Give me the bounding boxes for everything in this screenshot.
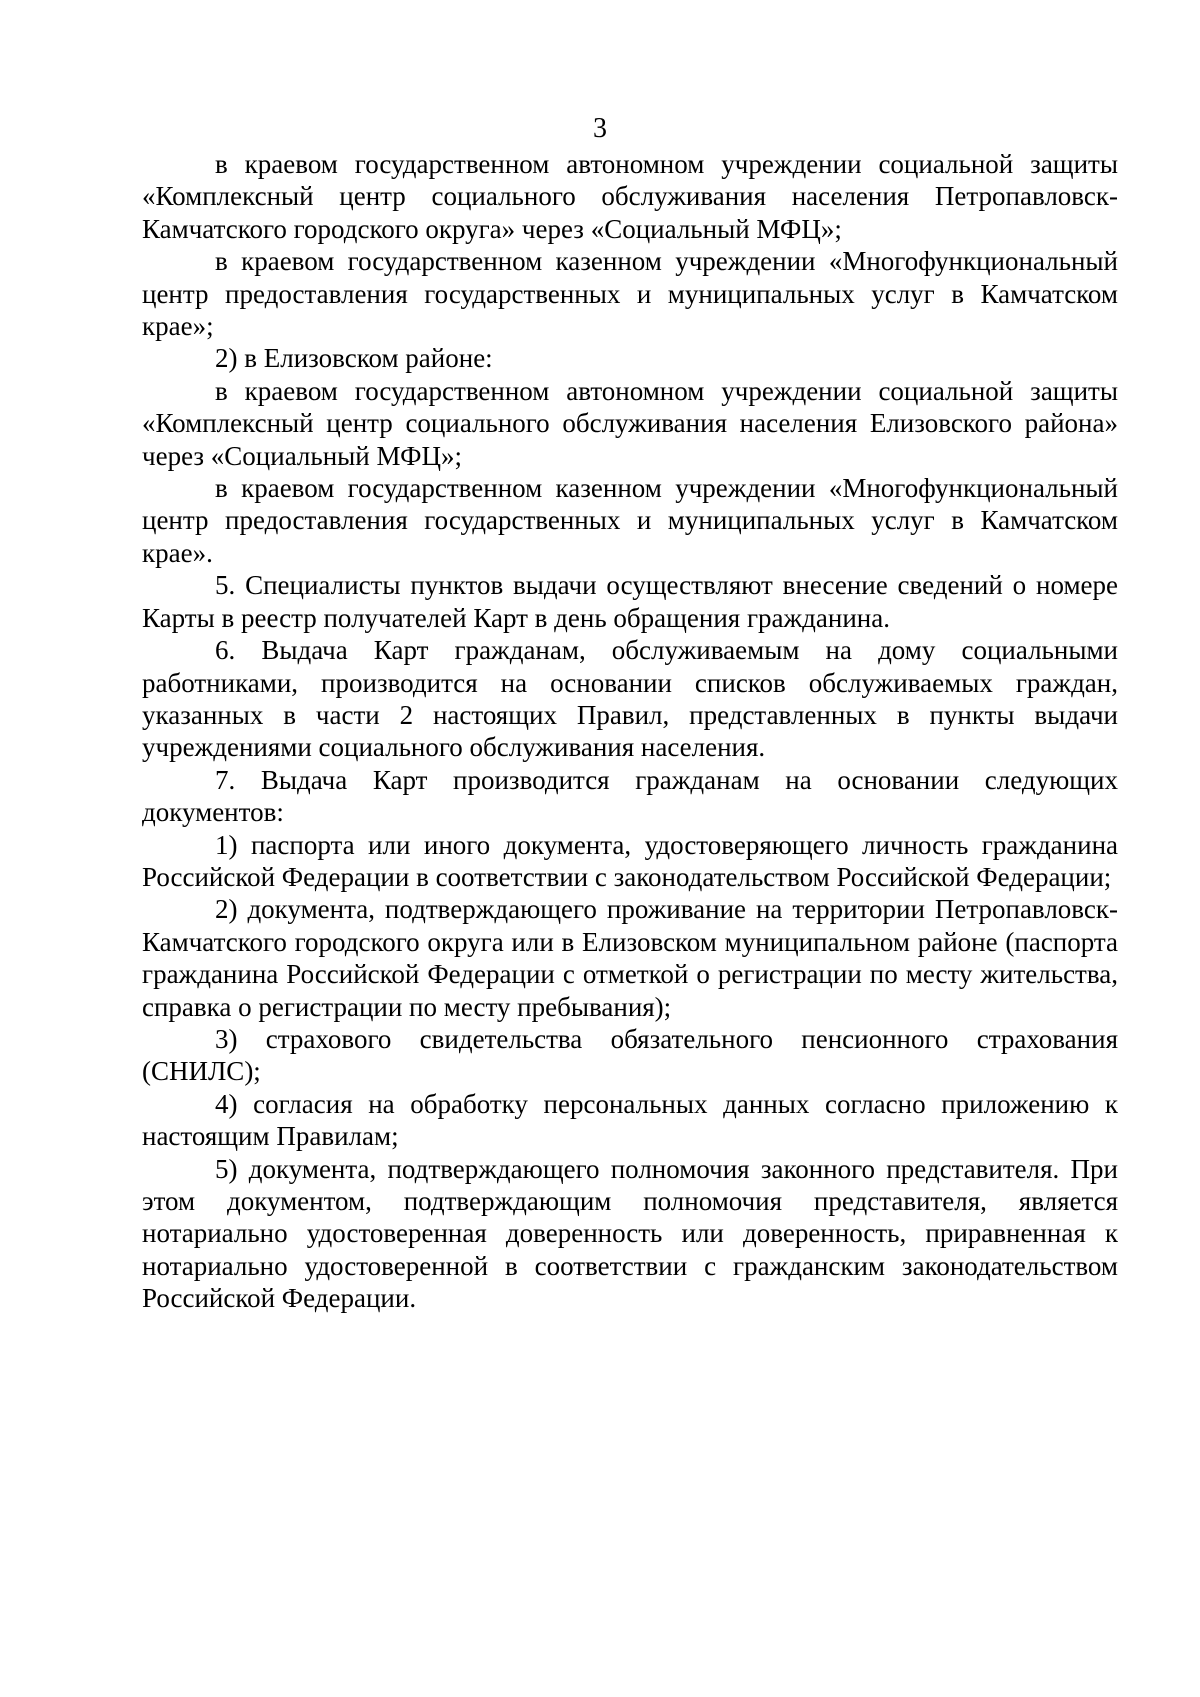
list-item-snils: 3) страхового свидетельства обязательного пенсионного страхования (СНИЛС); <box>142 1023 1118 1087</box>
list-item-passport: 1) паспорта или иного документа, удостоверяющего личность гражданина Российской Федерации в соответствии с законодательством Российской Федерации; <box>142 829 1118 892</box>
list-item-residence-document: 2) документа, подтверждающего проживание на территории Петропавловск-Камчатского городского округа или в Елизовском муниципальном районе (паспорта гражданина Российской Федерации с отметкой о регистрации по месту жительства, справка о регистрации по месту пребывания); <box>142 894 1118 1022</box>
paragraph-petropavlovsk-social-center: в краевом государственном автономном учреждении социальной защиты «Комплексный центр социального обслуживания населения Петропавловск-Камчатского городского округа» через «Социальный МФЦ»; <box>142 149 1118 244</box>
paragraph-elizovo-social-center: в краевом государственном автономном учреждении социальной защиты «Комплексный центр социального обслуживания населения Елизовского района» через «Социальный МФЦ»; <box>142 375 1118 471</box>
paragraph-item-5: 5. Специалисты пунктов выдачи осуществляют внесение сведений о номере Карты в реестр получателей Карт в день обращения гражданина. <box>142 570 1118 633</box>
paragraph-elizovo-heading: 2) в Елизовском районе: <box>215 343 493 374</box>
page-number: 3 <box>593 113 607 144</box>
paragraph-elizovo-mfc: в краевом государственном казенном учреждении «Многофункциональный центр предоставления государственных и муниципальных услуг в Камчатском крае». <box>142 473 1118 568</box>
paragraph-item-6: 6. Выдача Карт гражданам, обслуживаемым на дому социальными работниками, производится на основании списков обслуживаемых граждан, указанных в части 2 настоящих Правил, представленных в пункты выдачи учреждениями социального обслуживания населения. <box>142 635 1118 763</box>
list-item-representative: 5) документа, подтверждающего полномочия законного представителя. При этом документом, подтверждающим полномочия представителя, является нотариально удостоверенная доверенность или доверенность, приравненная к нотариально удостоверенной в соответствии с гражданским законодательством Российской Федерации. <box>142 1153 1118 1314</box>
document-body <box>142 148 1118 1315</box>
paragraph-petropavlovsk-mfc: в краевом государственном казенном учреждении «Многофункциональный центр предоставления государственных и муниципальных услуг в Камчатском крае»; <box>142 246 1118 342</box>
paragraph-item-7: 7. Выдача Карт производится гражданам на основании следующих документов: <box>142 764 1118 828</box>
list-item-consent: 4) согласия на обработку персональных данных согласно приложению к настоящим Правилам; <box>142 1088 1118 1152</box>
